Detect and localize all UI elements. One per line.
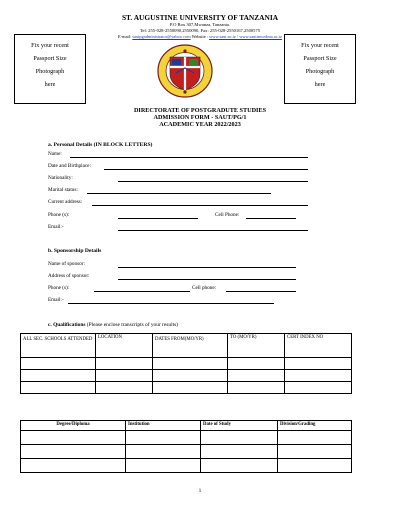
phone-label: Phone (s): xyxy=(48,212,70,218)
photo-box-right xyxy=(284,34,356,104)
photo-line-3: Photograph xyxy=(35,68,65,75)
nationality-field[interactable] xyxy=(118,181,308,182)
sponsor-address-label: Address of sponsor: xyxy=(48,273,90,279)
col-date-of-study: Date of Study xyxy=(201,421,278,431)
qualifications-heading-bold: c. Qualifications xyxy=(48,322,86,328)
secondary-schools-table xyxy=(20,333,352,394)
table-row[interactable] xyxy=(21,358,352,370)
photo-line-2: Passport Size xyxy=(33,55,67,62)
sponsor-cell-field[interactable] xyxy=(226,291,296,292)
marital-label: Marital status: xyxy=(48,187,78,193)
university-name: ST. AUGUSTINE UNIVERSITY OF TANZANIA xyxy=(121,13,279,22)
sponsor-email-field[interactable] xyxy=(68,303,274,304)
title-academic-year: ACADEMIC YEAR 2022/2023 xyxy=(159,121,241,129)
table-row[interactable] xyxy=(21,445,352,459)
email-prefix: E-mail: xyxy=(118,34,132,39)
page-number: 1 xyxy=(198,488,202,494)
phone-field[interactable] xyxy=(118,218,198,219)
current-address-field[interactable] xyxy=(92,205,308,206)
col-degree: Degree/Diploma xyxy=(21,421,126,431)
name-label: Name: xyxy=(48,151,62,157)
website-prefix: Website : xyxy=(191,34,209,39)
sponsor-cell-label: Cell phone: xyxy=(192,285,217,291)
nationality-label: Nationality: xyxy=(48,175,73,181)
sponsor-email-label: Email:- xyxy=(48,297,64,303)
personal-details-heading: a. Personal Details (IN BLOCK LETTERS) xyxy=(48,142,153,148)
university-seal-logo xyxy=(150,43,220,99)
sponsor-name-field[interactable] xyxy=(118,267,296,268)
title-form: ADMISSION FORM - SAUT/PG/1 xyxy=(153,114,247,122)
table-header-row xyxy=(21,334,352,358)
university-tel: Tel: 255-028-2550090,2550090, Fax: 255-028-2550167,2500575 xyxy=(139,28,261,33)
photo-line-4: here xyxy=(314,81,326,88)
table-row[interactable] xyxy=(21,370,352,382)
form-title xyxy=(0,107,400,129)
qualifications-heading xyxy=(48,322,178,328)
table-row[interactable] xyxy=(21,431,352,445)
sponsor-name-label: Name of sponsor: xyxy=(48,261,85,267)
marital-field[interactable] xyxy=(87,193,271,194)
university-address: P.O Box 307,Mwanza, Tanzania. xyxy=(169,22,231,27)
col-to: TO (MO/YR) xyxy=(228,334,285,358)
col-institution: Institution xyxy=(126,421,201,431)
sponsorship-heading: b. Sponsorship Details xyxy=(48,248,102,254)
photo-line-1: Fix your recent xyxy=(301,42,339,49)
dob-field[interactable] xyxy=(104,169,308,170)
degree-table xyxy=(20,420,352,473)
current-address-label: Current address: xyxy=(48,199,83,205)
sponsor-address-field[interactable] xyxy=(118,279,296,280)
dob-label: Date and Birthplace: xyxy=(48,163,91,169)
table-header-row xyxy=(21,421,352,431)
col-dates-from: DATES FROM(MO/YR) xyxy=(153,334,228,358)
table-row[interactable] xyxy=(21,382,352,394)
photo-box-left xyxy=(14,34,86,104)
photo-line-4: here xyxy=(44,81,56,88)
website-link[interactable]: www.saut.ac.tz / www.sautmwzdma.ac.tz xyxy=(209,34,282,39)
photo-line-1: Fix your recent xyxy=(31,42,69,49)
photo-line-2: Passport Size xyxy=(303,55,337,62)
qualifications-heading-note: (Please enclose transcripts of your results) xyxy=(86,322,178,328)
col-cert-index: CERT INDEX NO xyxy=(285,334,352,358)
sponsor-phone-field[interactable] xyxy=(94,291,190,292)
email-link[interactable]: sautpgadministrator@yahoo.com xyxy=(132,34,191,39)
cell-phone-field[interactable] xyxy=(246,218,296,219)
col-division-grading: Division/Grading xyxy=(278,421,352,431)
title-directorate: DIRECTORATE OF POSTGRADUTE STUDIES xyxy=(133,107,267,114)
col-location: LOCATION xyxy=(96,334,153,358)
cell-phone-label: Cell Phone: xyxy=(215,212,240,218)
email-field[interactable] xyxy=(118,230,308,231)
table-row[interactable] xyxy=(21,459,352,473)
email-label: Email:- xyxy=(48,224,64,230)
photo-line-3: Photograph xyxy=(305,68,335,75)
col-schools-attended: ALL SEC. SCHOOLS ATTENDED xyxy=(21,334,96,358)
sponsor-phone-label: Phone (s): xyxy=(48,285,70,291)
name-field[interactable] xyxy=(70,157,308,158)
